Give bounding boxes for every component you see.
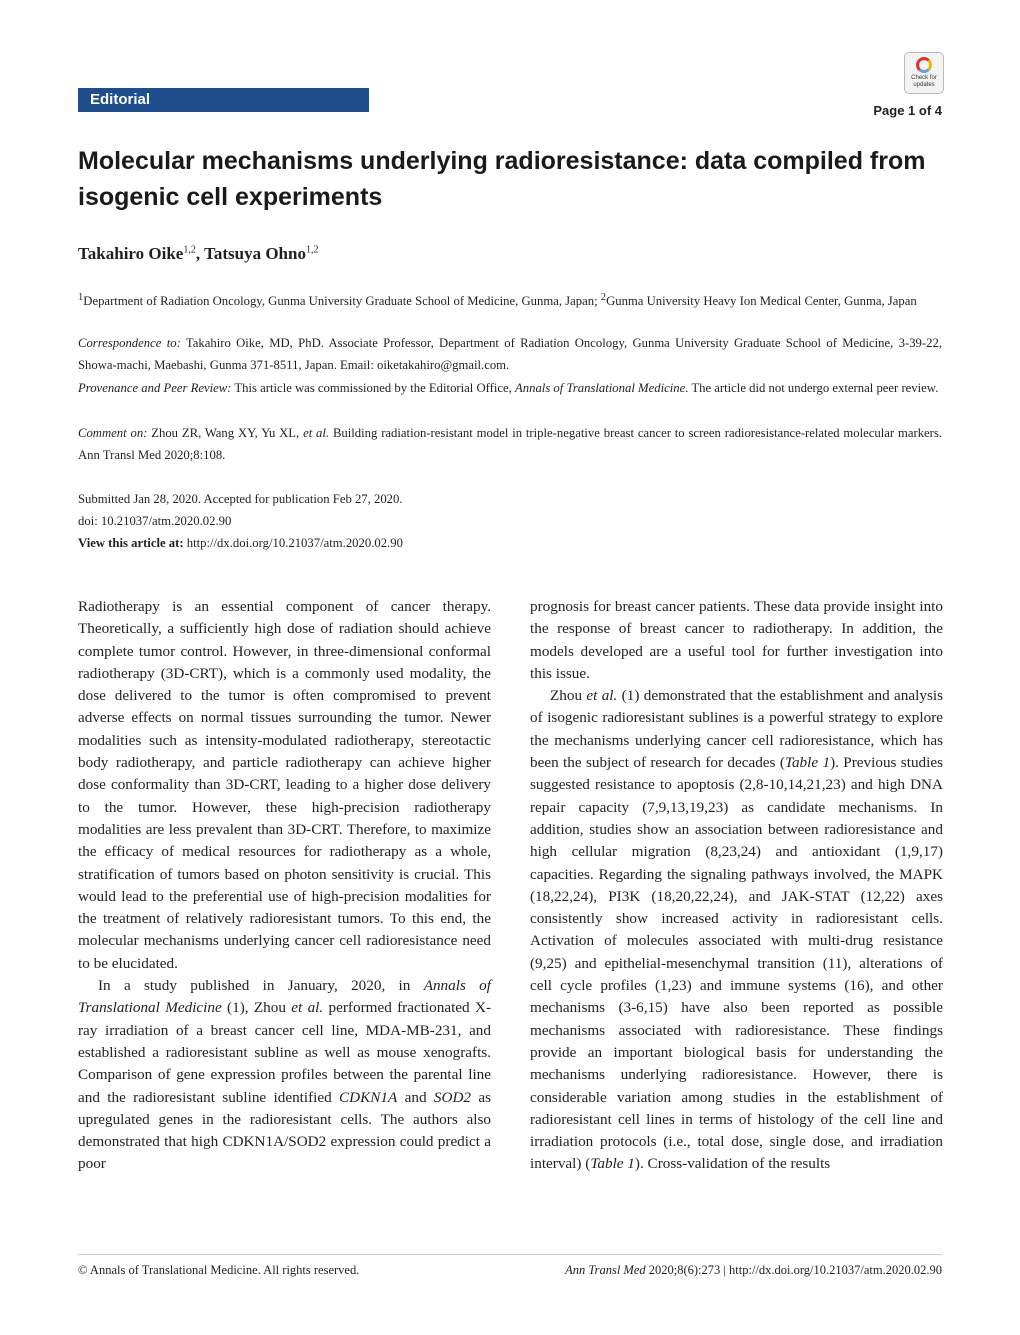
footer-divider <box>78 1254 942 1255</box>
journal-name: Annals of Translational Medicine <box>78 977 491 1017</box>
footer-copyright: © Annals of Translational Medicine. All rights reserved. <box>78 1263 360 1277</box>
author-name: Tatsuya Ohno <box>204 244 306 263</box>
section-label: Editorial <box>90 91 151 108</box>
view-article <box>78 532 942 554</box>
et-al: et al. <box>586 687 618 705</box>
correspondence <box>78 332 942 376</box>
body-column-left <box>78 596 491 1176</box>
submission-dates: Submitted Jan 28, 2020. Accepted for publication Feb 27, 2020. <box>78 492 403 506</box>
correspondence-text: Takahiro Oike, MD, PhD. Associate Professor, Department of Radiation Oncology, Gunma University Graduate School of Medicine, 3-39-22, Showa-machi, Maebashi, Gunma 371-8511, Japan. Email: oiketakahiro@gmail.com. <box>78 336 942 372</box>
body-paragraph-continued: prognosis for breast cancer patients. These data provide insight into the response of breast cancer to radiotherapy. In addition, the models developed are a useful tool for further investigation into this issue. <box>530 598 943 682</box>
view-article-link[interactable]: http://dx.doi.org/10.21037/atm.2020.02.90 <box>183 536 403 550</box>
provenance <box>78 377 942 399</box>
gene-name: SOD2 <box>433 1088 472 1106</box>
citation-text: 2020;8(6):273 | http://dx.doi.org/10.21037/atm.2020.02.90 <box>645 1263 942 1277</box>
gene-name: CDKN1A <box>339 1088 398 1106</box>
author-affiliation: 1,2 <box>305 244 319 256</box>
provenance-text: . The article did not undergo external peer review. <box>685 381 939 395</box>
affiliation-number: 1 <box>78 292 84 303</box>
affiliation-text: Gunma University Heavy Ion Medical Center, Gunma, Japan <box>606 294 917 309</box>
author-name: Takahiro Oike <box>78 244 184 263</box>
check-for-updates-label: Check for updates <box>911 75 937 88</box>
view-article-label: View this article at: <box>78 536 184 550</box>
comment-on <box>78 422 942 466</box>
journal-abbrev: Ann Transl Med <box>565 1263 646 1277</box>
affiliation-number: 2 <box>600 292 607 303</box>
body-paragraph: Zhou et al. (1) demonstrated that the establishment and analysis of isogenic radioresistant sublines is a powerful strategy to explore the mechanisms underlying cancer cell radioresistance, which has been the subject of research for decades (Table 1). Previous studies suggested resistance to apoptosis (2,8-10,14,21,23) and high DNA repair capacity (7,9,13,19,23) as candidate mechanisms. In addition, studies show an association between radioresistance and high cellular migration (8,23,24) and antioxidant (1,9,17) capacities. Regarding the signaling pathways involved, the MAPK (18,22,24), PI3K (18,20,22,24), and JAK-STAT (12,22) axes consistently show increased activity in radioresistant cells. Activation of molecules associated with multi-drug resistance (9,25) and epithelial-mesenchymal transition (11), alterations of cell cycle profiles (1,23) and immune systems (16), and other mechanisms (3-6,15) have also been reported as possible mechanisms associated with radioresistance. These findings provide an important biological basis for understanding the mechanisms underlying radioresistance. However, there is considerable variation among studies in the establishment of radioresistant cell lines in terms of histology of the cell line and irradiation protocols (i.e., total dose, single dose, and irradiation interval) (Table 1). Cross-validation of the results <box>530 687 943 1173</box>
comment-text: Zhou ZR, Wang XY, Yu XL, <box>147 426 304 440</box>
body-paragraph: Radiotherapy is an essential component of cancer therapy. Theoretically, a sufficiently high dose of radiation should achieve complete tumor control. However, in three-dimensional conformal radiotherapy (3D-CRT), which is a commonly used modality, the dose delivered to the tumor is often compromised to prevent adverse effects on normal tissues surrounding the tumor. Newer modalities such as intensity-modulated radiotherapy, stereotactic body radiotherapy, and particle radiotherapy can achieve higher dose conformality than 3D-CRT, leading to a higher dose delivery to the tumor. However, these high-precision radiotherapy modalities are less prevalent than 3D-CRT. Therefore, to maximize the efficacy of medical resources for radiotherapy as a whole, stratification of tumors based on photon sensitivity is crucial. This would lead to the preferential use of high-precision modalities for the treatment of relatively radioresistant tumors. To this end, the molecular mechanisms underlying cancer cell radioresistance need to be elucidated. <box>78 598 491 972</box>
provenance-text: This article was commissioned by the Editorial Office, <box>231 381 516 395</box>
section-badge <box>78 88 369 112</box>
table-reference[interactable]: Table 1 <box>784 754 831 772</box>
article-title: Molecular mechanisms underlying radioresistance: data compiled from isogenic cell experiments <box>78 147 926 211</box>
comment-label: Comment on: <box>78 426 148 440</box>
doi: doi: 10.21037/atm.2020.02.90 <box>78 514 232 528</box>
et-al: et al. <box>303 426 330 440</box>
page-number: Page 1 of 4 <box>873 103 942 118</box>
author-list: Takahiro Oike$^{1,2}$, Tatsuya Ohno$^{1,2}$ <box>78 244 319 263</box>
author-affiliation: 1,2 <box>183 244 196 256</box>
et-al: et al. <box>291 999 324 1017</box>
table-reference[interactable]: Table 1 <box>590 1155 635 1173</box>
footer-citation <box>565 1263 942 1278</box>
comment-text: Building radiation-resistant model in triple-negative breast cancer to screen radioresistance-related molecular markers. Ann Transl Med 2020;8:108. <box>78 426 943 462</box>
check-for-updates-button[interactable] <box>904 52 944 94</box>
body-column-right <box>530 596 943 1176</box>
provenance-label: Provenance and Peer Review: <box>78 381 232 395</box>
body-paragraph: In a study published in January, 2020, in Annals of Translational Medicine (1), Zhou et al. performed fractionated X-ray irradiation of a breast cancer cell line, MDA-MB-231, and established a radioresistant subline as well as mouse xenografts. Comparison of gene expression profiles between the parental line and the radioresistant subline identified CDKN1A and SOD2 as upregulated genes in the radioresistant cells. The authors also demonstrated that high CDKN1A/SOD2 expression could predict a poor <box>78 977 492 1173</box>
correspondence-label: Correspondence to: <box>78 336 181 350</box>
affiliations <box>78 287 942 312</box>
check-for-updates-icon <box>916 57 932 73</box>
journal-name: Annals of Translational Medicine <box>515 381 686 395</box>
affiliation-text: Department of Radiation Oncology, Gunma University Graduate School of Medicine, Gunma, Japan; <box>83 294 601 309</box>
